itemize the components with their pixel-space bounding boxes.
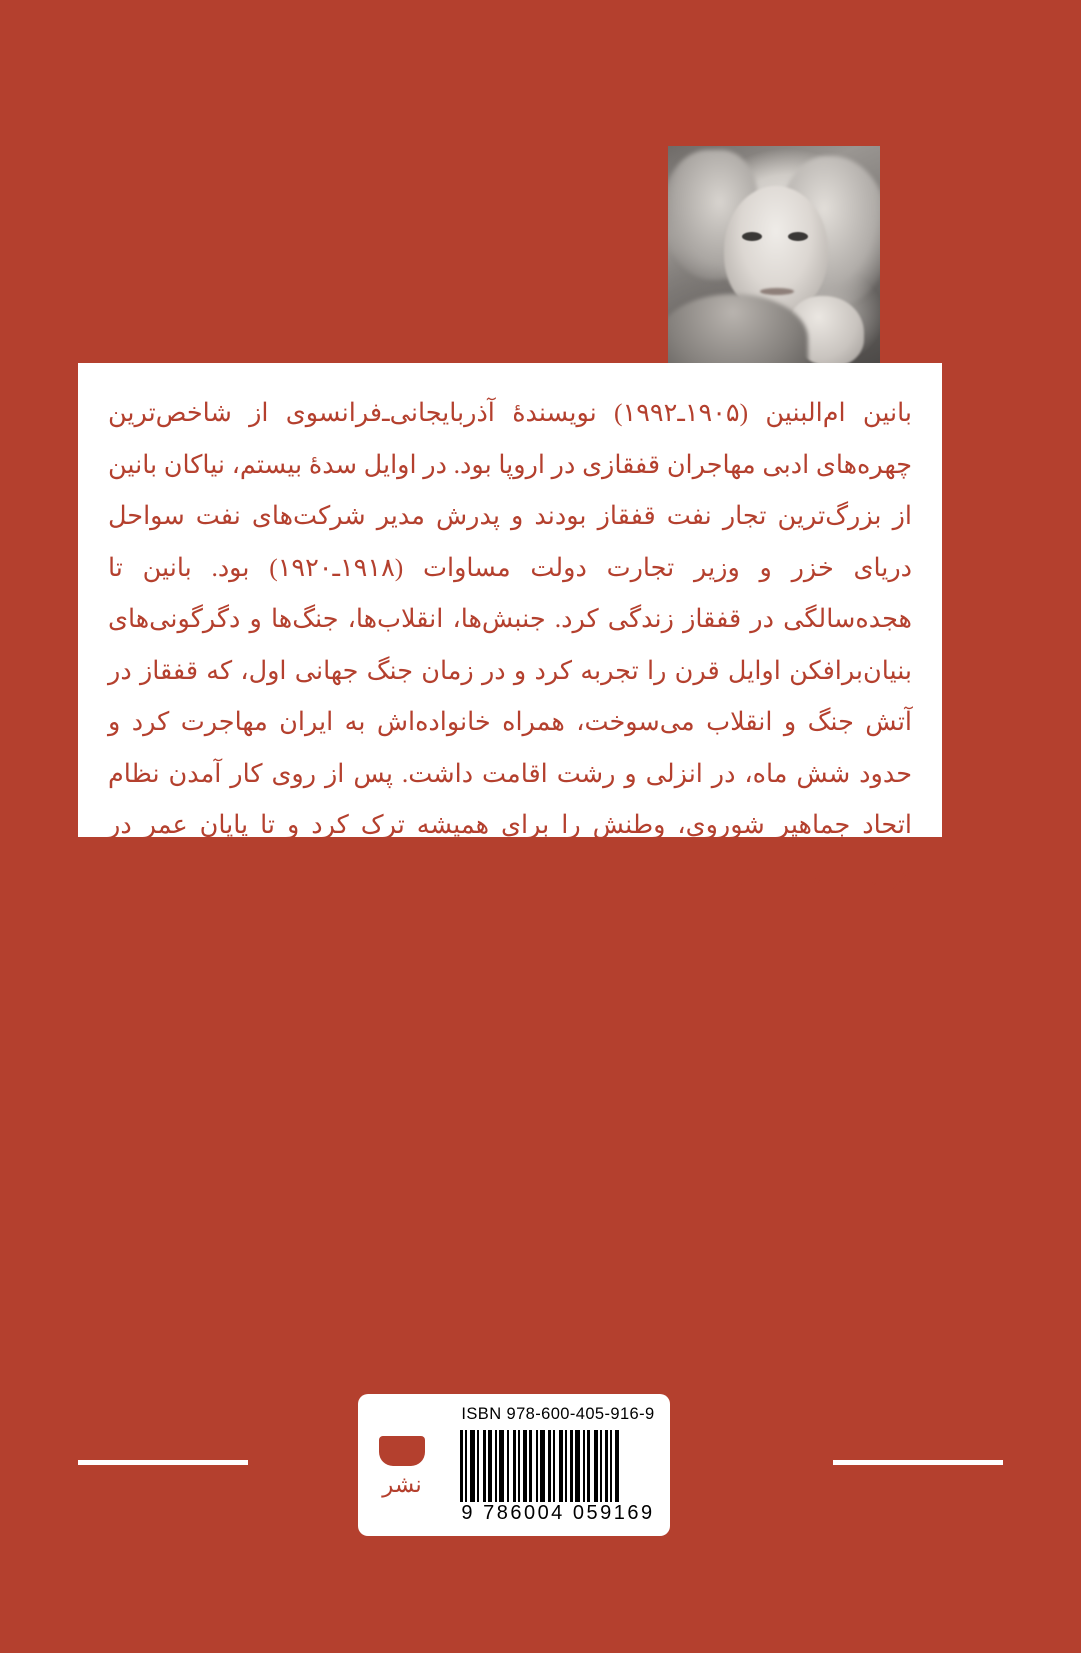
author-portrait-photo xyxy=(668,146,880,364)
blurb-text: بانین ام‌البنین (۱۹۰۵ـ۱۹۹۲) نویسندۀ آذربایجانی‌ـ‌فرانسوی از شاخص‌ترین چهره‌های ادبی مهاجران قفقازی در اروپا بود. در اوایل سدۀ بیستم، نیاکان بانین از بزرگ‌ترین تجار نفت قفقاز بودند و پدرش مدیر شرکت‌های نفت سواحل دریای خزر و وزیر تجارت دولت مساوات (۱۹۱۸ـ۱۹۲۰) بود. بانین تا هجده‌سالگی در قفقاز زندگی کرد. جنبش‌ها، انقلاب‌ها، جنگ‌ها و دگرگونی‌های بنیان‌برافکن اوایل قرن را تجربه کرد و در زمان جنگ جهانی اول، که قفقاز در آتش جنگ و انقلاب می‌سوخت، همراه خانواده‌اش به ایران مهاجرت کرد و حدود شش ماه، در انزلی و رشت اقامت داشت. پس از روی کار آمدن نظام اتحاد جماهیر شوروی، وطنش را برای همیشه ترک کرد و تا پایان عمر در فرانسه اقامت گزید. xyxy=(108,398,913,891)
barcode-digits: 9 786004 059169 xyxy=(461,1502,655,1524)
portrait-icon xyxy=(668,146,880,364)
portrait-mouth xyxy=(760,288,794,295)
publisher-logo-label: نشر xyxy=(382,1472,422,1497)
publisher-logo-shape xyxy=(379,1436,425,1466)
divider-left xyxy=(78,1460,248,1465)
isbn-block xyxy=(446,1394,670,1536)
blurb-panel xyxy=(78,363,942,891)
portrait-eye-left xyxy=(742,232,762,241)
isbn-label: ISBN 978-600-405-916-9 xyxy=(461,1405,655,1423)
divider-right xyxy=(833,1460,1003,1465)
publisher-logo xyxy=(358,1394,446,1536)
publisher-logo-mark xyxy=(373,1432,431,1498)
portrait-eye-right xyxy=(788,232,808,241)
barcode-icon xyxy=(460,1430,656,1502)
